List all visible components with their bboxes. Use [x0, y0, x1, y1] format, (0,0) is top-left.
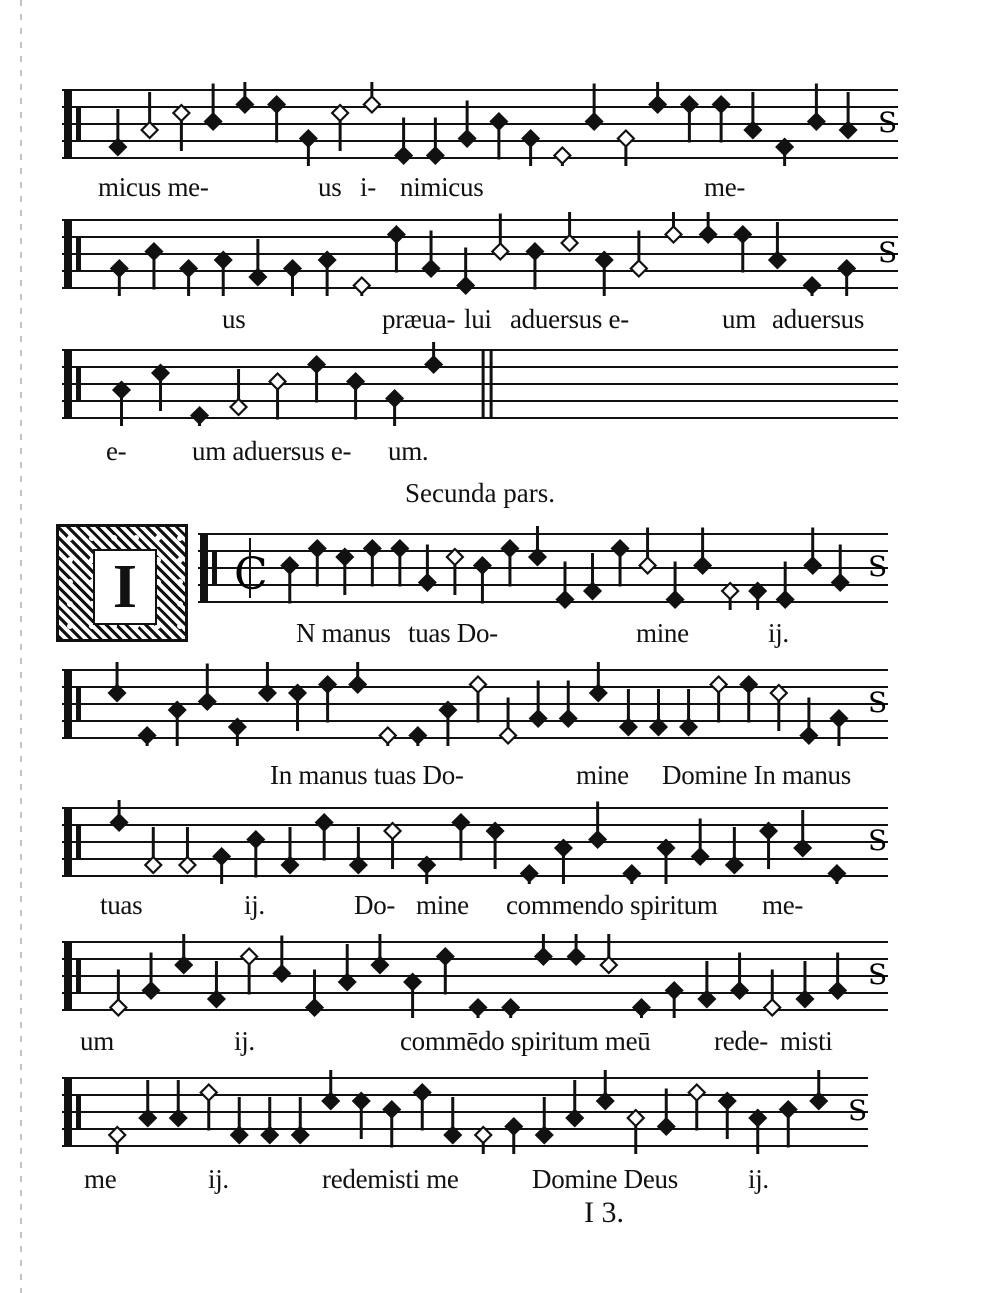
lyric-syllable: ij. — [208, 1164, 229, 1194]
note-icon — [140, 1080, 156, 1126]
note-icon — [208, 961, 224, 1007]
staff-svg — [62, 1070, 868, 1154]
note-icon — [745, 92, 761, 138]
note-icon — [568, 934, 584, 965]
note-icon — [554, 148, 570, 167]
note-icon — [201, 1085, 217, 1131]
section-heading: Secunda pars. — [405, 478, 555, 508]
lyrics-line — [0, 1164, 1000, 1198]
lyric-syllable: lui — [464, 304, 492, 334]
note-icon — [319, 252, 335, 296]
clef-icon — [76, 107, 81, 141]
note-icon — [392, 541, 408, 587]
lyric-syllable: mine — [416, 890, 469, 920]
note-icon — [470, 677, 486, 723]
lyric-syllable: um. — [388, 436, 429, 466]
clef-icon — [212, 551, 217, 585]
note-icon — [650, 82, 666, 113]
lyric-syllable: nimicus — [400, 172, 484, 202]
lyric-syllable: rede- — [714, 1026, 768, 1056]
note-icon — [437, 949, 453, 995]
clef-icon — [76, 1095, 81, 1129]
note-icon — [750, 583, 766, 610]
note-icon — [585, 553, 601, 599]
note-icon — [109, 1127, 125, 1154]
note-icon — [666, 212, 682, 243]
note-icon — [192, 408, 208, 427]
note-icon — [529, 526, 545, 565]
note-icon — [109, 662, 125, 701]
lyric-syllable: aduersus — [772, 304, 865, 334]
note-icon — [475, 1127, 491, 1154]
lyric-syllable: tuas Do- — [408, 618, 498, 648]
note-icon — [527, 244, 543, 290]
lyric-syllable: Domine Deus — [532, 1164, 678, 1194]
lyric-syllable: mine — [636, 618, 689, 648]
note-icon — [426, 342, 442, 373]
lyric-syllable: commendo spiritum — [506, 890, 718, 920]
clef-icon — [76, 959, 81, 993]
note-icon — [282, 558, 298, 604]
note-icon — [620, 689, 636, 735]
note-icon — [270, 374, 286, 420]
staff-svg — [62, 662, 888, 746]
note-icon — [292, 1097, 308, 1143]
note-icon — [262, 1097, 278, 1143]
custos-icon: S — [878, 106, 898, 139]
clef-icon — [76, 237, 81, 271]
custos-icon: S — [868, 686, 888, 719]
note-icon — [405, 974, 421, 1018]
lyric-syllable: me- — [704, 172, 746, 202]
clef-icon — [64, 808, 72, 876]
note-icon — [780, 1102, 796, 1148]
note-icon — [309, 357, 325, 403]
lyric-syllable: præua- — [382, 304, 456, 334]
clef-icon — [64, 90, 72, 158]
note-icon — [176, 934, 192, 973]
note-icon — [503, 1000, 519, 1019]
note-icon — [771, 685, 787, 731]
staff — [62, 1070, 868, 1154]
note-icon — [353, 1093, 369, 1139]
lyric-syllable: misti — [780, 1026, 833, 1056]
note-icon — [633, 1000, 649, 1019]
lyrics-line — [0, 618, 1000, 652]
note-icon — [719, 1093, 735, 1139]
note-icon — [153, 365, 169, 411]
note-icon — [300, 131, 316, 167]
note-icon — [447, 549, 463, 595]
note-icon — [250, 239, 266, 285]
note-icon — [332, 105, 348, 151]
lyric-syllable: me — [84, 1164, 117, 1194]
clef-icon — [76, 367, 81, 401]
note-icon — [628, 1110, 644, 1154]
lyric-syllable: tuas — [100, 890, 143, 920]
lyric-syllable: redemisti me — [322, 1164, 459, 1194]
note-icon — [269, 97, 285, 143]
note-icon — [114, 382, 130, 426]
note-icon — [248, 832, 264, 878]
note-icon — [502, 541, 518, 587]
note-icon — [735, 227, 751, 273]
lyric-syllable: um — [722, 304, 756, 334]
note-icon — [523, 131, 539, 167]
lyric-syllable: ij. — [748, 1164, 769, 1194]
staff-svg — [62, 212, 898, 296]
note-icon — [840, 92, 856, 138]
clef-icon — [64, 1078, 72, 1146]
note-icon — [146, 244, 162, 290]
lyric-syllable: me- — [762, 890, 804, 920]
note-icon — [506, 1119, 522, 1155]
note-icon — [829, 866, 845, 885]
note-icon — [282, 827, 298, 873]
note-icon — [474, 558, 490, 604]
lyrics-line — [0, 436, 1000, 470]
clef-icon — [64, 942, 72, 1010]
note-icon — [350, 662, 366, 693]
staff-svg — [62, 342, 898, 426]
note-icon — [750, 1110, 766, 1154]
clef-icon — [64, 670, 72, 738]
note-icon — [741, 677, 757, 723]
lyric-syllable: micus me- — [98, 172, 209, 202]
lyric-syllable: i- — [360, 172, 376, 202]
note-icon — [612, 541, 628, 587]
note-icon — [666, 983, 682, 1019]
note-icon — [231, 1097, 247, 1143]
note-icon — [111, 261, 127, 297]
note-icon — [487, 823, 503, 869]
note-icon — [761, 823, 777, 869]
note-icon — [410, 728, 426, 747]
note-icon — [181, 261, 197, 297]
note-icon — [215, 252, 231, 296]
note-icon — [521, 866, 537, 885]
lyric-syllable: ij. — [234, 1026, 255, 1056]
clef-icon — [200, 534, 208, 602]
note-icon — [536, 1097, 552, 1143]
lyric-syllable: commēdo spiritum meū — [400, 1026, 651, 1056]
note-icon — [285, 261, 301, 297]
note-icon — [110, 109, 126, 155]
note-icon — [681, 97, 697, 143]
lyric-syllable: In manus tuas Do- — [270, 760, 464, 790]
note-icon — [320, 677, 336, 723]
note-icon — [596, 252, 612, 296]
note-icon — [831, 711, 847, 747]
note-icon — [777, 139, 793, 166]
note-icon — [699, 961, 715, 1007]
note-icon — [387, 391, 403, 427]
note-icon — [681, 689, 697, 735]
clef-icon — [76, 687, 81, 721]
note-icon — [713, 97, 729, 143]
note-icon — [726, 827, 742, 873]
lyric-syllable: mine — [576, 760, 629, 790]
note-icon — [453, 815, 469, 861]
note-icon — [142, 92, 158, 138]
custos-icon: S — [878, 236, 898, 269]
note-icon — [241, 949, 257, 995]
note-icon — [567, 1080, 583, 1126]
staff-svg — [62, 82, 898, 166]
note-icon — [388, 227, 404, 273]
note-icon — [309, 541, 325, 587]
note-icon — [384, 1102, 400, 1148]
note-icon — [139, 728, 155, 747]
initial-letter: I — [93, 549, 157, 625]
custos-icon: S — [868, 824, 888, 857]
note-icon — [323, 1070, 339, 1109]
lyrics-line — [0, 760, 1000, 794]
staff — [62, 662, 888, 746]
staff — [62, 800, 888, 884]
staff — [198, 526, 888, 610]
note-icon — [364, 541, 380, 587]
note-icon — [290, 685, 306, 731]
note-icon — [111, 800, 127, 831]
note-icon — [173, 105, 189, 151]
note-icon — [231, 369, 247, 415]
note-icon — [795, 810, 811, 856]
note-icon — [804, 278, 820, 297]
mensuration-sign: C — [234, 549, 268, 600]
note-icon — [229, 719, 245, 746]
note-icon — [700, 212, 716, 243]
lyric-syllable: ij. — [244, 890, 265, 920]
note-icon — [380, 728, 396, 747]
custos-icon: S — [868, 550, 888, 583]
lyric-syllable: aduersus e- — [510, 304, 629, 334]
lyrics-line — [0, 304, 1000, 338]
note-icon — [339, 944, 355, 990]
note-icon — [711, 677, 727, 723]
clef-icon — [64, 220, 72, 288]
note-icon — [769, 222, 785, 268]
lyrics-line — [0, 1026, 1000, 1060]
staff-svg — [198, 526, 888, 610]
lyric-syllable: um aduersus e- — [192, 436, 352, 466]
note-icon — [689, 1085, 705, 1131]
lyric-syllable: um — [80, 1026, 114, 1056]
note-icon — [354, 278, 370, 297]
note-icon — [445, 1097, 461, 1143]
lyric-syllable: e- — [106, 436, 127, 466]
clef-icon — [76, 825, 81, 859]
note-icon — [372, 934, 388, 973]
staff — [62, 342, 898, 426]
note-icon — [169, 702, 185, 746]
note-icon — [650, 689, 666, 735]
note-icon — [214, 849, 230, 885]
note-icon — [797, 961, 813, 1007]
note-icon — [658, 840, 674, 884]
note-icon — [590, 662, 606, 701]
lyric-syllable: N manus — [296, 618, 391, 648]
note-icon — [811, 1070, 827, 1109]
note-icon — [316, 815, 332, 861]
lyrics-line — [0, 890, 1000, 924]
staff — [62, 82, 898, 166]
staff — [62, 934, 888, 1018]
note-icon — [562, 212, 578, 251]
note-icon — [440, 702, 456, 746]
note-icon — [839, 261, 855, 297]
note-icon — [535, 934, 551, 965]
lyric-syllable: us — [318, 172, 342, 202]
clef-icon — [64, 350, 72, 418]
note-icon — [618, 131, 634, 167]
note-icon — [145, 827, 161, 873]
page-number: I 3. — [584, 1196, 624, 1229]
note-icon — [470, 1000, 486, 1019]
note-icon — [722, 583, 738, 610]
note-icon — [237, 82, 253, 113]
lyric-syllable: Domine In manus — [662, 760, 851, 790]
lyric-syllable: Do- — [354, 890, 396, 920]
note-icon — [170, 1080, 186, 1126]
note-icon — [601, 934, 617, 973]
note-icon — [350, 827, 366, 873]
custos-icon: S — [868, 958, 888, 991]
note-icon — [555, 840, 571, 884]
note-icon — [337, 549, 353, 595]
note-icon — [385, 823, 401, 869]
note-icon — [491, 114, 507, 160]
lyrics-line — [0, 172, 1000, 206]
note-icon — [364, 82, 380, 113]
staff-svg — [62, 800, 888, 884]
staff — [62, 212, 898, 296]
note-icon — [348, 374, 364, 420]
lyric-syllable: ij. — [768, 618, 789, 648]
note-icon — [259, 662, 275, 701]
note-icon — [624, 866, 640, 885]
staff-svg — [62, 934, 888, 1018]
note-icon — [597, 1070, 613, 1109]
custos-icon: S — [848, 1094, 868, 1127]
note-icon — [414, 1085, 430, 1131]
note-icon — [179, 827, 195, 873]
note-icon — [419, 857, 435, 884]
lyric-syllable: us — [222, 304, 246, 334]
